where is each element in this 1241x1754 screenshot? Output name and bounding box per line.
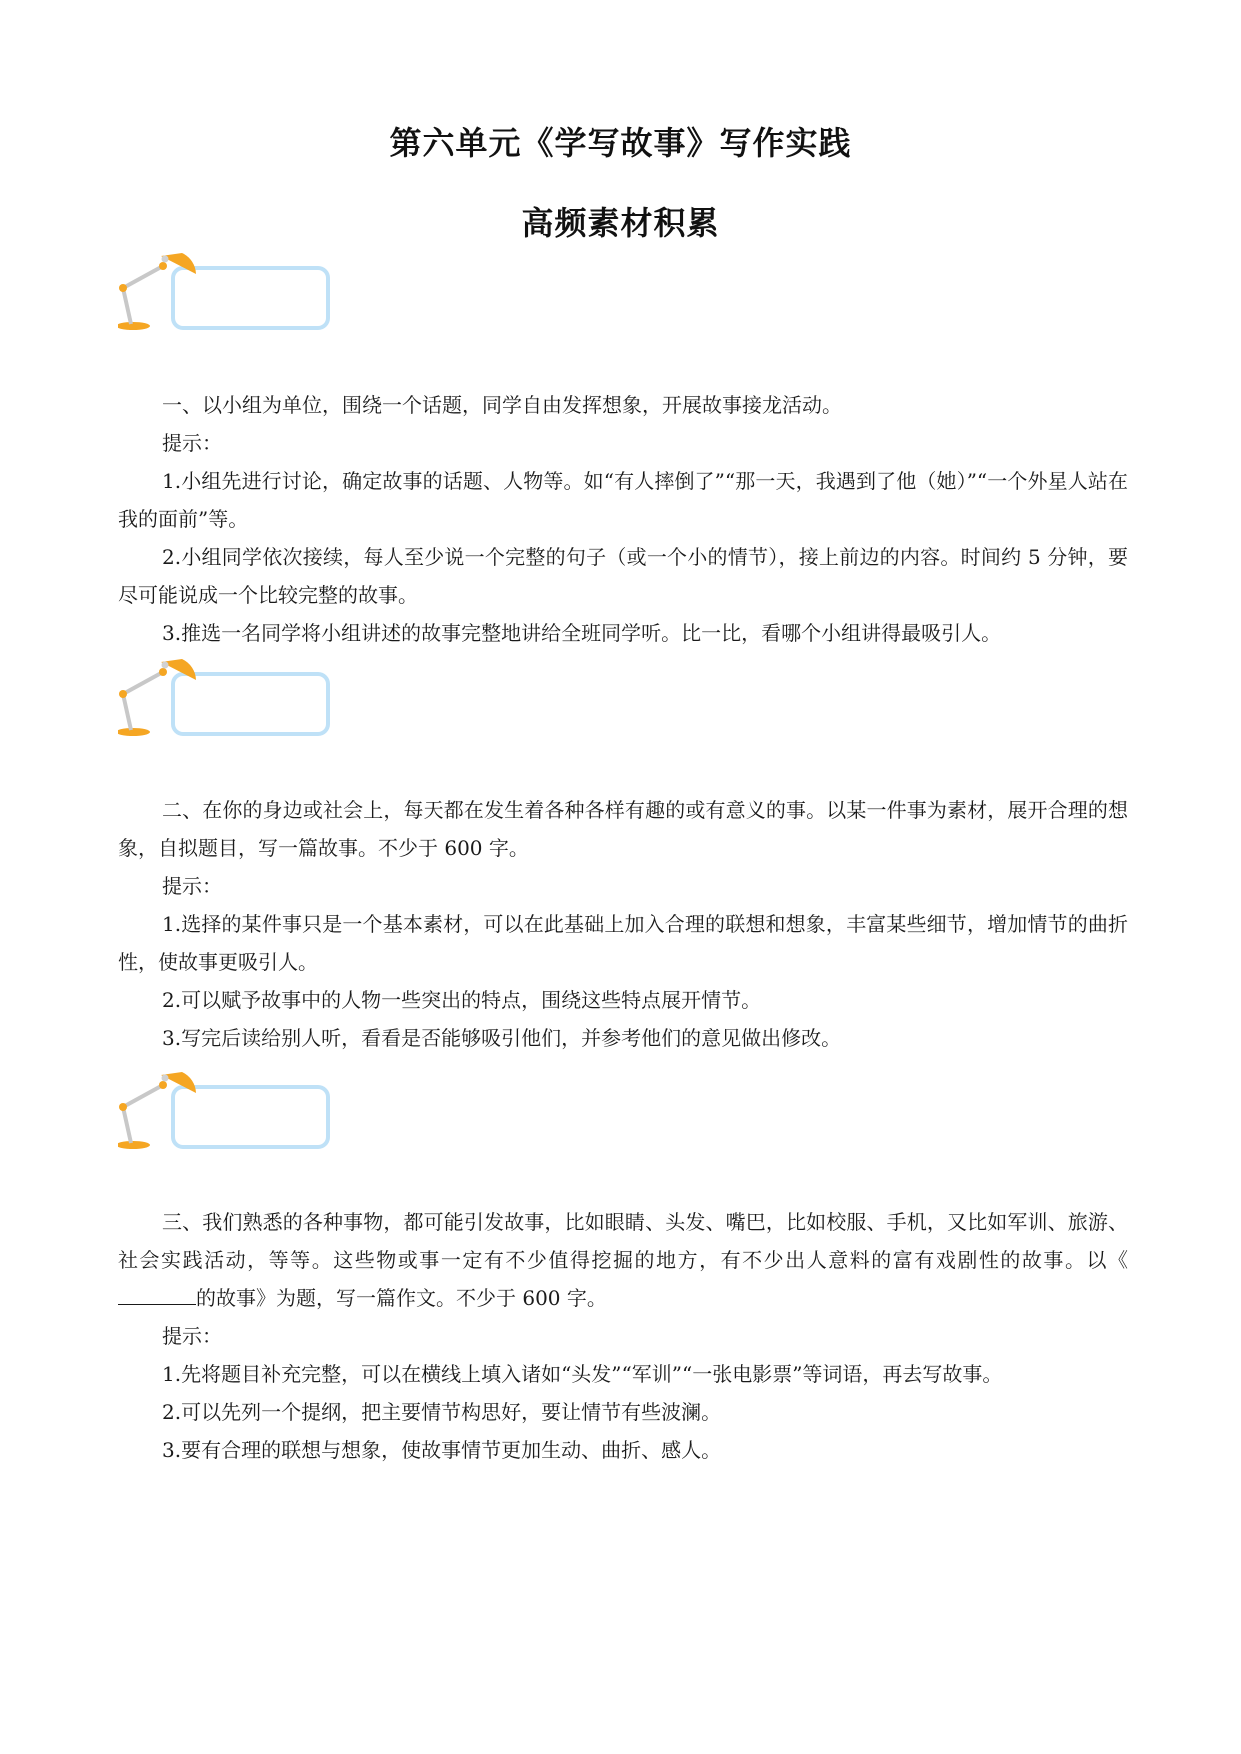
section-2: [118, 791, 1128, 1057]
document-title: 第六单元《学写故事》写作实践: [389, 124, 852, 162]
section-3-intro-before: 三、我们熟悉的各种事物，都可能引发故事，比如眼睛、头发、嘴巴，比如校服、手机，又比如军训、旅游、社会实践活动，等等。这些物或事一定有不少值得挖掘的地方，有不少出人意料的富有戏剧性的故事。以《: [118, 1210, 1128, 1272]
section-1-tip-1: 1.小组先进行讨论，确定故事的话题、人物等。如“有人摔倒了”“那一天，我遇到了他（她）”“一个外星人站在我的面前”等。: [118, 469, 1128, 531]
section-1-tip-3: 3.推选一名同学将小组讲述的故事完整地讲给全班同学听。比一比，看哪个小组讲得最吸引人。: [162, 621, 1002, 645]
section-1: [118, 386, 1128, 652]
section-2-tip-3: 3.写完后读给别人听，看看是否能够吸引他们，并参考他们的意见做出修改。: [162, 1026, 842, 1050]
desk-lamp-icon: [118, 654, 378, 754]
section-2-tip-1: 1.选择的某件事只是一个基本素材，可以在此基础上加入合理的联想和想象，丰富某些细节，增加情节的曲折性，使故事更吸引人。: [118, 912, 1128, 974]
section-2-hint-label: 提示：: [162, 874, 222, 898]
section-3-tip-2: 2.可以先列一个提纲，把主要情节构思好，要让情节有些波澜。: [162, 1400, 722, 1424]
section-1-hint-label: 提示：: [162, 431, 222, 455]
desk-lamp-icon: [118, 1067, 378, 1167]
section-2-tip-2: 2.可以赋予故事中的人物一些突出的特点，围绕这些特点展开情节。: [162, 988, 762, 1012]
section-3-intro: [118, 1203, 1128, 1317]
section-1-tip-2: 2.小组同学依次接续，每人至少说一个完整的句子（或一个小的情节），接上前边的内容。时间约 5 分钟，要尽可能说成一个比较完整的故事。: [118, 545, 1128, 607]
desk-lamp-icon: [118, 248, 378, 348]
section-1-intro: 一、以小组为单位，围绕一个话题，同学自由发挥想象，开展故事接龙活动。: [162, 393, 842, 417]
title-blank-line: [118, 1282, 196, 1305]
section-2-intro: 二、在你的身边或社会上，每天都在发生着各种各样有趣的或有意义的事。以某一件事为素材，展开合理的想象，自拟题目，写一篇故事。不少于 600 字。: [118, 798, 1128, 860]
section-3: [118, 1203, 1128, 1469]
section-3-hint-label: 提示：: [162, 1324, 222, 1348]
document-subtitle: 高频素材积累: [521, 204, 720, 242]
section-3-tip-1: 1.先将题目补充完整，可以在横线上填入诸如“头发”“军训”“一张电影票”等词语，再去写故事。: [162, 1362, 1003, 1386]
section-3-tip-3: 3.要有合理的联想与想象，使故事情节更加生动、曲折、感人。: [162, 1438, 722, 1462]
section-3-intro-after: 的故事》为题，写一篇作文。不少于 600 字。: [196, 1286, 607, 1310]
